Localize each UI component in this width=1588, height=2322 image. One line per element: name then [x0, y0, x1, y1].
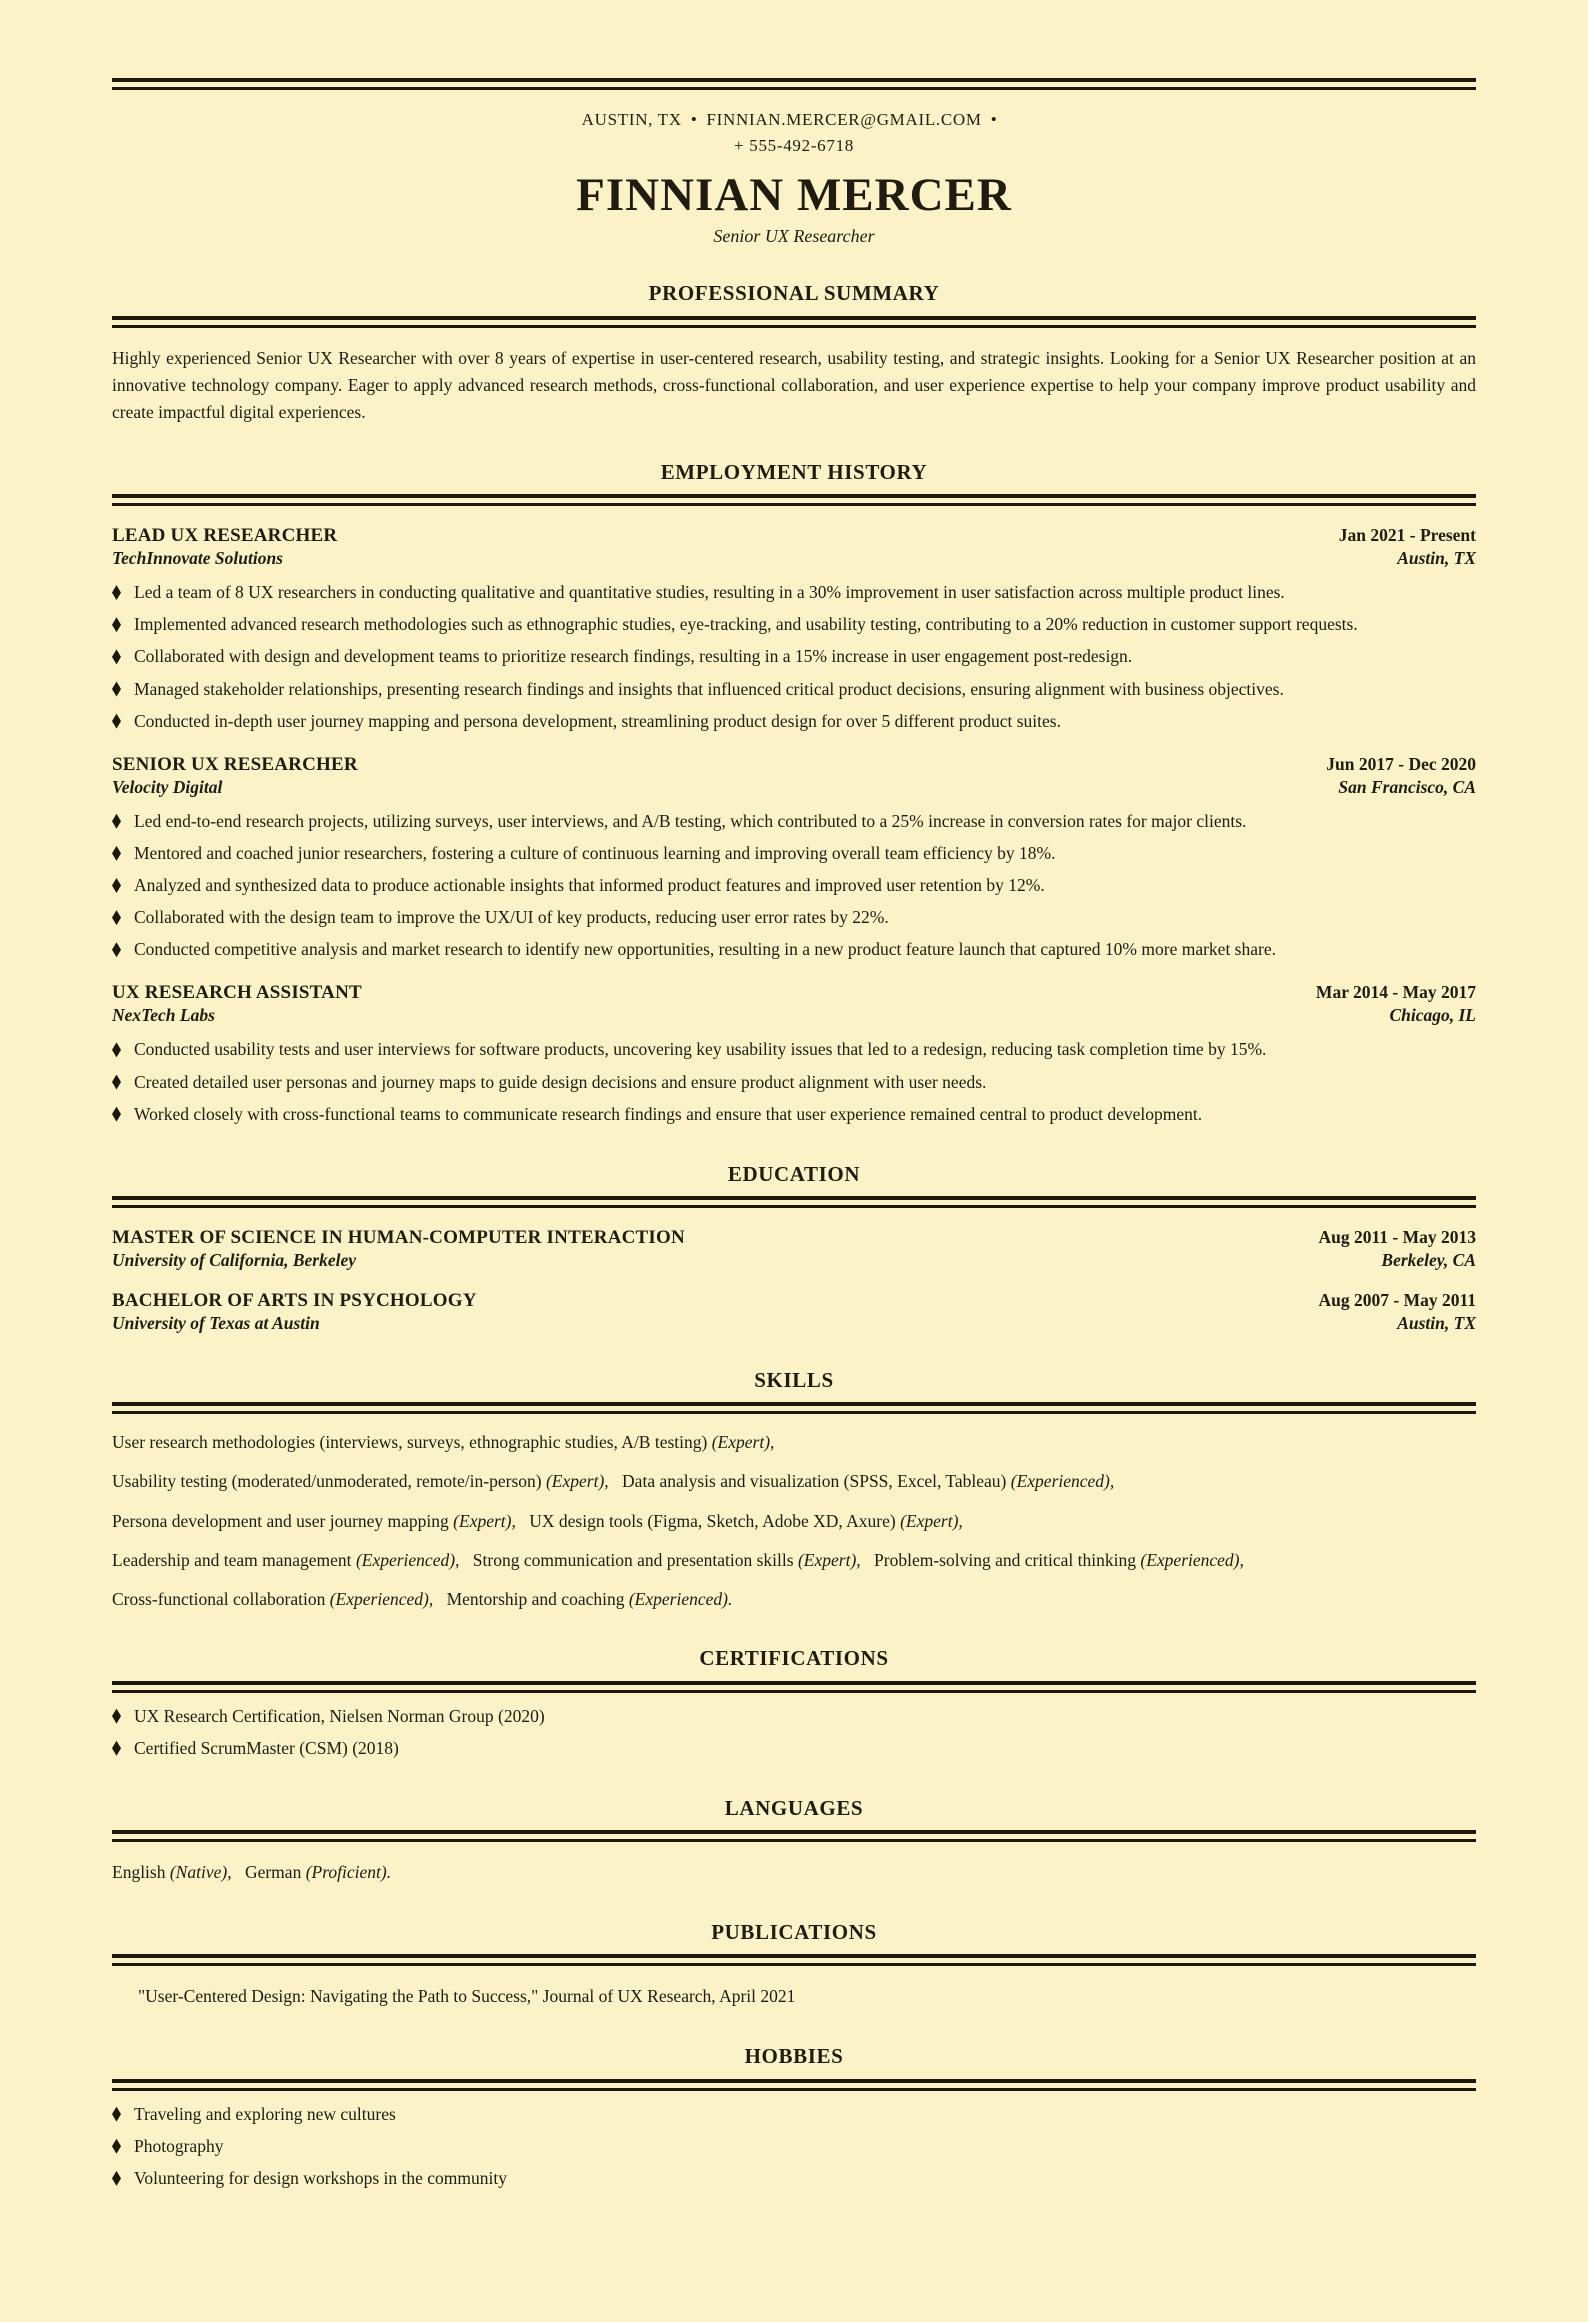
section-divider	[112, 316, 1476, 328]
contact-phone: + 555-492-6718	[734, 136, 854, 156]
job-location: Chicago, IL	[1389, 1005, 1476, 1026]
diamond-bullet-icon	[112, 2171, 121, 2186]
job-entry	[112, 754, 1476, 964]
bullet-text: Conducted in-depth user journey mapping and persona development, streamlining product design for over 5 different product suites.	[134, 710, 1061, 731]
hobby-text: Traveling and exploring new cultures	[134, 2103, 396, 2124]
education-dates: Aug 2007 - May 2011	[1318, 1289, 1476, 1310]
diamond-bullet-icon	[112, 2139, 121, 2154]
resume-page	[0, 78, 1588, 2322]
diamond-bullet-icon	[112, 1107, 121, 1122]
diamond-bullet-icon	[112, 1709, 121, 1724]
diamond-bullet-icon	[112, 814, 121, 829]
contact-line-2	[112, 133, 1476, 159]
bullet-list	[112, 579, 1476, 735]
bullet-text: Collaborated with the design team to improve the UX/UI of key products, reducing user error rates by 22%.	[134, 907, 889, 928]
bullet-text: Analyzed and synthesized data to produce actionable insights that informed product features and improved user retention by 12%.	[134, 875, 1045, 895]
diamond-bullet-icon	[112, 878, 121, 893]
degree-title: BACHELOR OF ARTS IN PSYCHOLOGY	[112, 1289, 477, 1311]
separator-dot: •	[990, 110, 998, 129]
diamond-bullet-icon	[112, 649, 121, 664]
job-location: Austin, TX	[1397, 548, 1476, 569]
education-header-row	[112, 1227, 1476, 1249]
job-dates: Jan 2021 - Present	[1338, 525, 1476, 546]
skill-level: (Expert),	[711, 1432, 775, 1453]
skill-entry	[447, 1589, 733, 1609]
diamond-bullet-icon	[112, 617, 121, 632]
skill-name: Cross-functional collaboration	[112, 1589, 326, 1610]
bullet-item	[112, 872, 1476, 899]
education-entry	[112, 1290, 1476, 1334]
job-company: Velocity Digital	[112, 776, 223, 797]
education-subheader-row	[112, 1313, 1476, 1334]
diamond-bullet-icon	[112, 682, 121, 697]
section-heading-professional-summary: PROFESSIONAL SUMMARY	[648, 281, 940, 306]
skill-entry	[112, 1471, 609, 1491]
bullet-list	[112, 1036, 1476, 1127]
section-divider	[112, 1830, 1476, 1842]
skill-level: (Experienced),	[1140, 1549, 1244, 1570]
skill-entry	[529, 1511, 963, 1531]
diamond-bullet-icon	[112, 910, 121, 925]
bullet-text: Led a team of 8 UX researchers in conducting qualitative and quantitative studies, resulting in a 30% improvement in user satisfaction across multiple product lines.	[134, 582, 1285, 603]
skill-level: (Experienced),	[355, 1549, 460, 1570]
section-heading-skills: SKILLS	[754, 1367, 834, 1392]
language-level: (Native),	[169, 1862, 232, 1882]
job-subheader-row	[112, 548, 1476, 569]
hobby-list	[112, 2101, 1476, 2192]
hobby-text: Photography	[134, 2135, 224, 2156]
section-heading-certifications: CERTIFICATIONS	[699, 1646, 889, 1671]
school-name: University of Texas at Austin	[112, 1312, 320, 1333]
skills-line	[112, 1547, 1476, 1573]
bullet-item	[112, 1036, 1476, 1063]
education-location: Austin, TX	[1397, 1312, 1476, 1333]
skill-name: Mentorship and coaching	[446, 1589, 625, 1610]
languages-line	[112, 1859, 1476, 1886]
skills-line	[112, 1508, 1476, 1534]
job-dates: Mar 2014 - May 2017	[1315, 982, 1476, 1003]
skill-entry	[622, 1471, 1114, 1491]
section-heading-education: EDUCATION	[727, 1161, 861, 1186]
contact-block	[112, 107, 1476, 160]
certification-text: UX Research Certification, Nielsen Norman Group (2020)	[134, 1705, 545, 1726]
bullet-text: Managed stakeholder relationships, presenting research findings and insights that influenced critical product decisions, ensuring alignment with business objectives.	[134, 678, 1284, 699]
diamond-bullet-icon	[112, 1741, 121, 1756]
hobby-item	[112, 2133, 1476, 2160]
skills-line	[112, 1468, 1476, 1494]
section-divider	[112, 2079, 1476, 2091]
diamond-bullet-icon	[112, 585, 121, 600]
section-heading-employment-history: EMPLOYMENT HISTORY	[660, 459, 928, 484]
skill-level: (Experienced),	[329, 1589, 434, 1610]
summary-text: Highly experienced Senior UX Researcher with over 8 years of expertise in user-centered research, usability testing, and strategic insights. Looking for a Senior UX Researcher position at an innovative technology company. Eager to apply advanced research methods, cross-functional collaboration, and user experience expertise to help your company improve product usability and create impactful digital experiences.	[112, 347, 1476, 422]
job-entry	[112, 982, 1476, 1127]
education-location: Berkeley, CA	[1381, 1249, 1476, 1270]
certification-text: Certified ScrumMaster (CSM) (2018)	[134, 1737, 399, 1758]
contact-email: FINNIAN.MERCER@GMAIL.COM	[706, 110, 982, 129]
skill-entry	[112, 1432, 774, 1452]
skill-entry	[112, 1550, 459, 1570]
skills-block	[112, 1429, 1476, 1612]
degree-title: MASTER OF SCIENCE IN HUMAN-COMPUTER INTERACTION	[112, 1226, 685, 1248]
bullet-text: Conducted competitive analysis and market research to identify new opportunities, resulting in a new product feature launch that captured 10% more market share.	[134, 939, 1276, 960]
school-name: University of California, Berkeley	[112, 1249, 357, 1270]
certification-item	[112, 1735, 1476, 1762]
skill-level: (Expert),	[797, 1549, 861, 1570]
bullet-item	[112, 840, 1476, 867]
language-level: (Proficient).	[305, 1862, 392, 1882]
skills-line	[112, 1429, 1476, 1455]
section-heading-languages: LANGUAGES	[724, 1795, 864, 1820]
job-dates: Jun 2017 - Dec 2020	[1326, 753, 1476, 774]
skill-level: (Experienced),	[1010, 1471, 1115, 1492]
job-header-row	[112, 754, 1476, 776]
skill-name: Persona development and user journey mapping	[112, 1510, 449, 1531]
education-entry	[112, 1227, 1476, 1271]
bullet-item	[112, 1069, 1476, 1096]
top-divider	[112, 78, 1476, 90]
bullet-item	[112, 708, 1476, 735]
job-header-row	[112, 982, 1476, 1004]
job-title: SENIOR UX RESEARCHER	[112, 753, 358, 775]
diamond-bullet-icon	[112, 2107, 121, 2122]
contact-line-1	[112, 107, 1476, 133]
section-heading-hobbies: HOBBIES	[744, 2044, 844, 2069]
skill-name: Usability testing (moderated/unmoderated, remote/in-person)	[112, 1471, 542, 1492]
language-name: English	[112, 1862, 166, 1882]
skill-entry	[112, 1511, 516, 1531]
bullet-item	[112, 611, 1476, 638]
job-header-row	[112, 525, 1476, 547]
section-divider	[112, 1954, 1476, 1966]
language-name: German	[244, 1862, 302, 1882]
bullet-text: Created detailed user personas and journey maps to guide design decisions and ensure product alignment with user needs.	[134, 1071, 987, 1092]
candidate-title: Senior UX Researcher	[713, 226, 875, 247]
bullet-text: Implemented advanced research methodologies such as ethnographic studies, eye-tracking, and usability testing, contributing to a 20% reduction in customer support requests.	[134, 614, 1358, 635]
education-subheader-row	[112, 1250, 1476, 1271]
bullet-item	[112, 643, 1476, 670]
candidate-name: FINNIAN MERCER	[576, 168, 1012, 221]
skill-name: User research methodologies (interviews, surveys, ethnographic studies, A/B testing)	[112, 1432, 708, 1453]
diamond-bullet-icon	[112, 942, 121, 957]
job-subheader-row	[112, 1005, 1476, 1026]
skill-name: UX design tools (Figma, Sketch, Adobe XD, Axure)	[529, 1510, 896, 1531]
diamond-bullet-icon	[112, 714, 121, 729]
section-divider	[112, 1196, 1476, 1208]
bullet-list	[112, 808, 1476, 964]
section-heading-publications: PUBLICATIONS	[711, 1920, 877, 1945]
publication-text: "User-Centered Design: Navigating the Path to Success," Journal of UX Research, April 2021	[138, 1986, 796, 2007]
skill-level: (Expert),	[900, 1510, 963, 1531]
bullet-text: Collaborated with design and development teams to prioritize research findings, resulting in a 15% increase in user engagement post-redesign.	[134, 646, 1133, 667]
bullet-item	[112, 904, 1476, 931]
section-divider	[112, 1681, 1476, 1693]
section-divider	[112, 1402, 1476, 1414]
job-location: San Francisco, CA	[1338, 776, 1476, 797]
certification-item	[112, 1703, 1476, 1730]
bullet-text: Worked closely with cross-functional teams to communicate research findings and ensure that user experience remained central to product development.	[134, 1103, 1203, 1124]
skill-entry	[874, 1550, 1244, 1570]
job-company: TechInnovate Solutions	[112, 548, 283, 569]
skill-level: (Experienced).	[628, 1589, 733, 1610]
job-company: NexTech Labs	[112, 1005, 215, 1026]
skill-name: Strong communication and presentation skills	[472, 1549, 794, 1570]
skill-level: (Expert),	[545, 1471, 609, 1492]
bullet-text: Mentored and coached junior researchers, fostering a culture of continuous learning and improving overall team efficiency by 18%.	[134, 842, 1056, 863]
job-entry	[112, 525, 1476, 735]
bullet-item	[112, 1101, 1476, 1128]
hobby-item	[112, 2165, 1476, 2192]
hobby-item	[112, 2101, 1476, 2128]
diamond-bullet-icon	[112, 1075, 121, 1090]
bullet-text: Led end-to-end research projects, utilizing surveys, user interviews, and A/B testing, which contributed to a 25% increase in conversion rates for major clients.	[134, 810, 1247, 831]
separator-dot: •	[690, 110, 698, 129]
skill-entry	[473, 1550, 861, 1570]
diamond-bullet-icon	[112, 1042, 121, 1057]
skill-entry	[112, 1589, 433, 1609]
hobby-text: Volunteering for design workshops in the community	[134, 2167, 507, 2188]
language-entry	[112, 1862, 232, 1882]
bullet-item	[112, 808, 1476, 835]
job-title: LEAD UX RESEARCHER	[112, 525, 338, 547]
bullet-item	[112, 936, 1476, 963]
job-title: UX RESEARCH ASSISTANT	[112, 982, 362, 1004]
bullet-item	[112, 676, 1476, 703]
certification-list	[112, 1703, 1476, 1762]
diamond-bullet-icon	[112, 846, 121, 861]
language-entry	[245, 1862, 391, 1882]
skill-name: Leadership and team management	[112, 1549, 352, 1570]
section-divider	[112, 494, 1476, 506]
skill-name: Problem-solving and critical thinking	[874, 1549, 1137, 1570]
bullet-text: Conducted usability tests and user interviews for software products, uncovering key usability issues that led to a redesign, reducing task completion time by 15%.	[134, 1039, 1267, 1060]
skill-name: Data analysis and visualization (SPSS, Excel, Tableau)	[622, 1471, 1007, 1492]
education-dates: Aug 2011 - May 2013	[1318, 1226, 1476, 1247]
job-subheader-row	[112, 777, 1476, 798]
skills-line	[112, 1586, 1476, 1612]
education-header-row	[112, 1290, 1476, 1312]
contact-location: AUSTIN, TX	[581, 110, 682, 129]
bullet-item	[112, 579, 1476, 606]
skill-level: (Expert),	[453, 1510, 516, 1531]
